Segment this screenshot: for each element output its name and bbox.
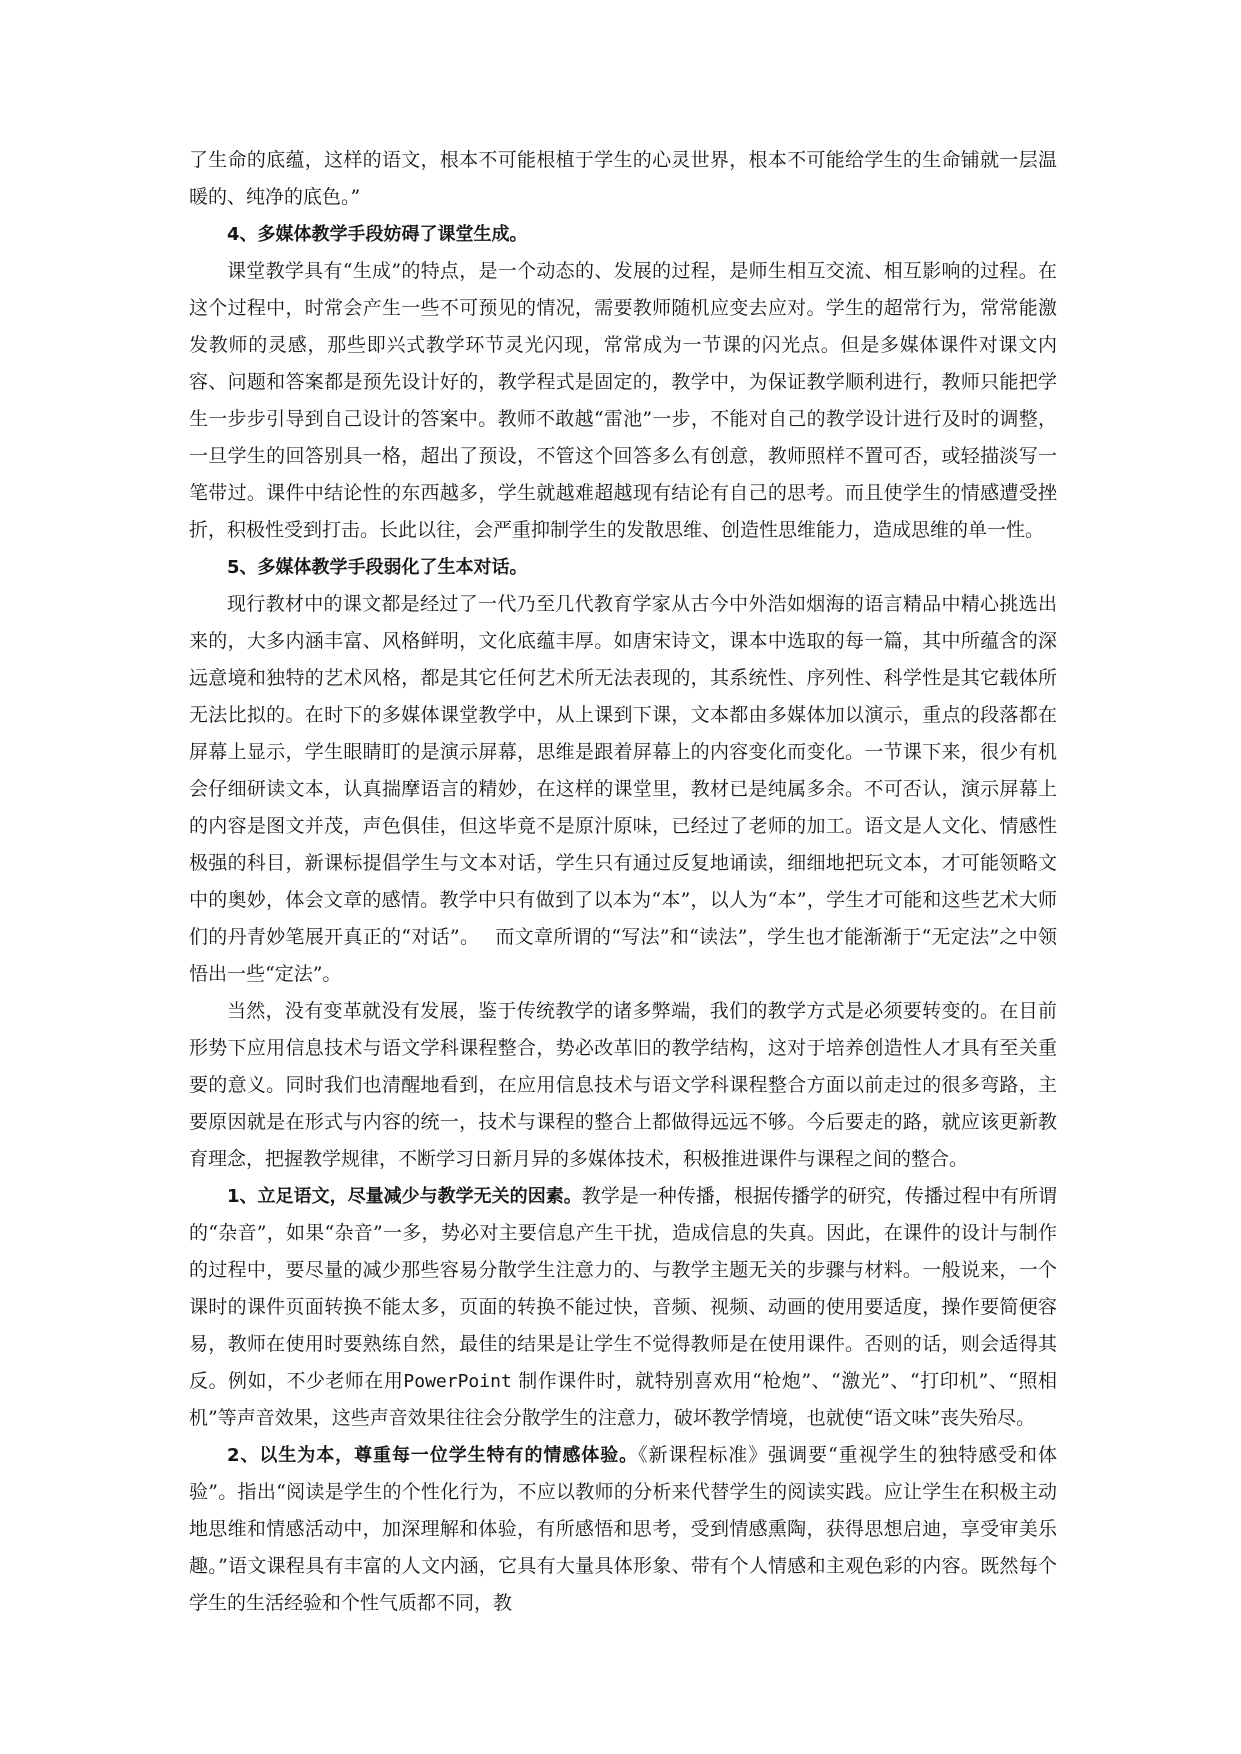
strategy-2-lead: 2、以生为本，尊重每一位学生特有的情感体验。 (227, 1445, 639, 1466)
paragraph-strategy-2 (189, 1437, 1057, 1622)
strategy-1-body-b: 制作课件时，就特别喜欢用“枪炮”、“激光”、“打印机”、“照相机”等声音效果，这些声音效果往往会分散学生的注意力，破坏教学情境，也就使“语文味”丧失殆尽。 (189, 1370, 1057, 1429)
strategy-1-lead: 1、立足语文，尽量减少与教学无关的因素。 (227, 1186, 582, 1207)
paragraph-conclusion: 当然，没有变革就没有发展，鉴于传统教学的诸多弊端，我们的教学方式是必须要转变的。在目前形势下应用信息技术与语文学科课程整合，势必改革旧的教学结构，这对于培养创造性人才具有至关重要的意义。同时我们也清醒地看到，在应用信息技术与语文学科课程整合方面以前走过的很多弯路，主要原因就是在形式与内容的统一，技术与课程的整合上都做得远远不够。今后要走的路，就应该更新教育理念，把握教学规律，不断学习日新月异的多媒体技术，积极推进课件与课程之间的整合。 (189, 1000, 1057, 1170)
paragraph-text-dialogue: 现行教材中的课文都是经过了一代乃至几代教育学家从古今中外浩如烟海的语言精品中精心挑选出来的，大多内涵丰富、风格鲜明，文化底蕴丰厚。如唐宋诗文，课本中选取的每一篇，其中所蕴含的深远意境和独特的艺术风格，都是其它任何艺术所无法表现的，其系统性、序列性、科学性是其它载体所无法比拟的。在时下的多媒体课堂教学中，从上课到下课，文本都由多媒体加以演示，重点的段落都在屏幕上显示，学生眼睛盯的是演示屏幕，思维是跟着屏幕上的内容变化而变化。一节课下来，很少有机会仔细研读文本，认真揣摩语言的精妙，在这样的课堂里，教材已是纯属多余。不可否认，演示屏幕上的内容是图文并茂，声色俱佳，但这毕竟不是原汁原味，已经过了老师的加工。语文是人文化、情感性极强的科目，新课标提倡学生与文本对话，学生只有通过反复地诵读，细细地把玩文本，才可能领略文中的奥妙，体会文章的感情。教学中只有做到了以本为“本”，以人为“本”，学生才可能和这些艺术大师们的丹青妙笔展开真正的“对话”。 而文章所谓的“写法”和“读法”，学生也才能渐渐于“无定法”之中领悟出一些“定法”。 (189, 593, 1057, 985)
paragraph-classroom-generation: 课堂教学具有“生成”的特点，是一个动态的、发展的过程，是师生相互交流、相互影响的过程。在这个过程中，时常会产生一些不可预见的情况，需要教师随机应变去应对。学生的超常行为，常常能激发教师的灵感，那些即兴式教学环节灵光闪现，常常成为一节课的闪光点。但是多媒体课件对课文内容、问题和答案都是预先设计好的，教学程式是固定的，教学中，为保证教学顺利进行，教师只能把学生一步步引导到自己设计的答案中。教师不敢越“雷池”一步，不能对自己的教学设计进行及时的调整，一旦学生的回答别具一格，超出了预设，不管这个回答多么有创意，教师照样不置可否，或轻描淡写一笔带过。课件中结论性的东西越多，学生就越难超越现有结论有自己的思考。而且使学生的情感遭受挫折，积极性受到打击。长此以往，会严重抑制学生的发散思维、创造性思维能力，造成思维的单一性。 (189, 260, 1057, 541)
section-heading-4: 4、多媒体教学手段妨碍了课堂生成。 (227, 224, 528, 245)
strategy-1-body-a: 教学是一种传播，根据传播学的研究，传播过程中有所谓的“杂音”，如果“杂音”一多，势必对主要信息产生干扰，造成信息的失真。因此，在课件的设计与制作的过程中，要尽量的减少那些容易分散学生注意力的、与教学主题无关的步骤与材料。一般说来，一个课时的课件页面转换不能太多，页面的转换不能过快，音频、视频、动画的使用要适度，操作要简便容易，教师在使用时要熟练自然，最佳的结果是让学生不觉得教师是在使用课件。否则的话，则会适得其反。例如，不少老师在用 (189, 1185, 1057, 1392)
document-page (189, 142, 1057, 1622)
section-heading-5: 5、多媒体教学手段弱化了生本对话。 (227, 557, 528, 578)
strategy-2-body: 《新课程标准》强调要“重视学生的独特感受和体验”。指出“阅读是学生的个性化行为，不应以教师的分析来代替学生的阅读实践。应让学生在积极主动地思维和情感活动中，加深理解和体验，有所感悟和思考，受到情感熏陶，获得思想启迪，享受审美乐趣。”语文课程具有丰富的人文内涵，它具有大量具体形象、带有个人情感和主观色彩的内容。既然每个学生的生活经验和个性气质都不同，教 (189, 1444, 1057, 1614)
paragraph-strategy-1 (189, 1178, 1057, 1437)
paragraph-continued: 了生命的底蕴，这样的语文，根本不可能根植于学生的心灵世界，根本不可能给学生的生命铺就一层温暖的、纯净的底色。” (189, 149, 1057, 208)
strategy-1-software-name: PowerPoint (403, 1371, 512, 1392)
